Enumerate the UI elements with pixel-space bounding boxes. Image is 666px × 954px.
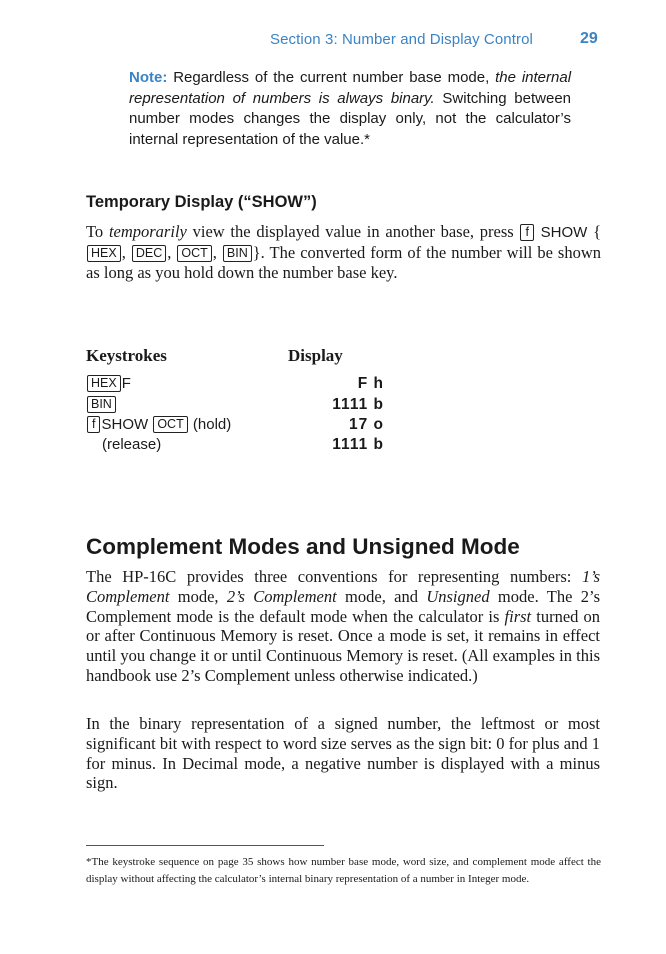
comma: , [212, 243, 217, 262]
bin-key: BIN [223, 245, 252, 262]
dec-key: DEC [132, 245, 166, 262]
running-header: Section 3: Number and Display Control [270, 31, 533, 48]
keystrokes-header: Keystrokes [86, 346, 167, 365]
text-run: mode, and [345, 586, 418, 606]
keystroke-row [86, 416, 231, 433]
oct-key: OCT [153, 416, 187, 433]
note-italic-text: the internal representation of numbers is always binary. [129, 69, 572, 107]
display-value: F h [357, 375, 384, 392]
keystroke-suffix: (hold) [192, 416, 232, 433]
f-key: f [87, 416, 100, 433]
italic-run: temporarily [108, 222, 187, 241]
show-label: SHOW [540, 224, 588, 241]
complement-paragraph-2: In the binary representation of a signed number, the leftmost or most significant bit with respect to word size serves as the sign bit: 0 for plus and 1 for minus. In Decimal mode, a negative number is displayed with a minus sign. [86, 714, 600, 793]
comma: , [167, 243, 172, 262]
temporary-display-paragraph [86, 222, 601, 283]
italic-run: Unsigned [426, 586, 490, 606]
text-run: turned on or after Continuous Memory is reset. Once a mode is set, it remains in effect until you change it or until Continuous Memory is reset. (All examples in this handbook use 2’s Complement unless otherwise indicated.) [86, 606, 601, 685]
italic-run: 2’s Complement [226, 586, 337, 606]
footnote-divider [86, 845, 324, 846]
text-run: To [86, 222, 104, 241]
brace-open: { [593, 222, 602, 241]
display-value: 1111 b [332, 396, 384, 413]
italic-run: 1’s Complement [86, 567, 600, 606]
display-value: 1111 b [332, 436, 384, 453]
text-run: The HP-16C provides three conventions for representing numbers: [86, 567, 572, 586]
text-run: The converted form of the number will be shown as long as you hold down the number base key. [86, 243, 602, 282]
page-number: 29 [580, 30, 598, 47]
comma: , [121, 243, 126, 262]
show-label: SHOW [101, 416, 149, 433]
keystroke-suffix: F [121, 375, 131, 392]
text-run: mode, [177, 586, 219, 606]
note-label: Note: [129, 69, 168, 86]
italic-run: first [504, 606, 532, 626]
keystroke-row [86, 375, 131, 392]
text-run: mode. The 2’s Complement mode is the default mode when the calculator is [86, 586, 600, 626]
keystroke-row [102, 436, 161, 453]
bin-key: BIN [87, 396, 116, 413]
complement-paragraph-1 [86, 567, 600, 686]
text-run: view the displayed value in another base, press [192, 222, 514, 241]
keystroke-row [86, 396, 117, 413]
complement-heading: Complement Modes and Unsigned Mode [86, 534, 520, 559]
hex-key: HEX [87, 375, 121, 392]
temporary-display-heading: Temporary Display (“SHOW”) [86, 193, 317, 211]
display-header: Display [288, 346, 343, 365]
keystroke-suffix: (release) [102, 436, 162, 453]
note-text-1: Regardless of the current number base mode, [173, 69, 490, 86]
footnote: *The keystroke sequence on page 35 shows how number base mode, word size, and complement mode affect the display without affecting the calculator’s internal binary representation of a number in Integer mode. [86, 856, 601, 885]
display-value: 17 o [348, 416, 384, 433]
brace-close: }. [252, 243, 265, 262]
note-text-2: Switching between number modes changes the display only, not the calculator’s internal representation of the value.* [129, 89, 572, 148]
oct-key: OCT [177, 245, 211, 262]
note-block [129, 68, 571, 150]
f-key: f [520, 224, 533, 241]
hex-key: HEX [87, 245, 121, 262]
